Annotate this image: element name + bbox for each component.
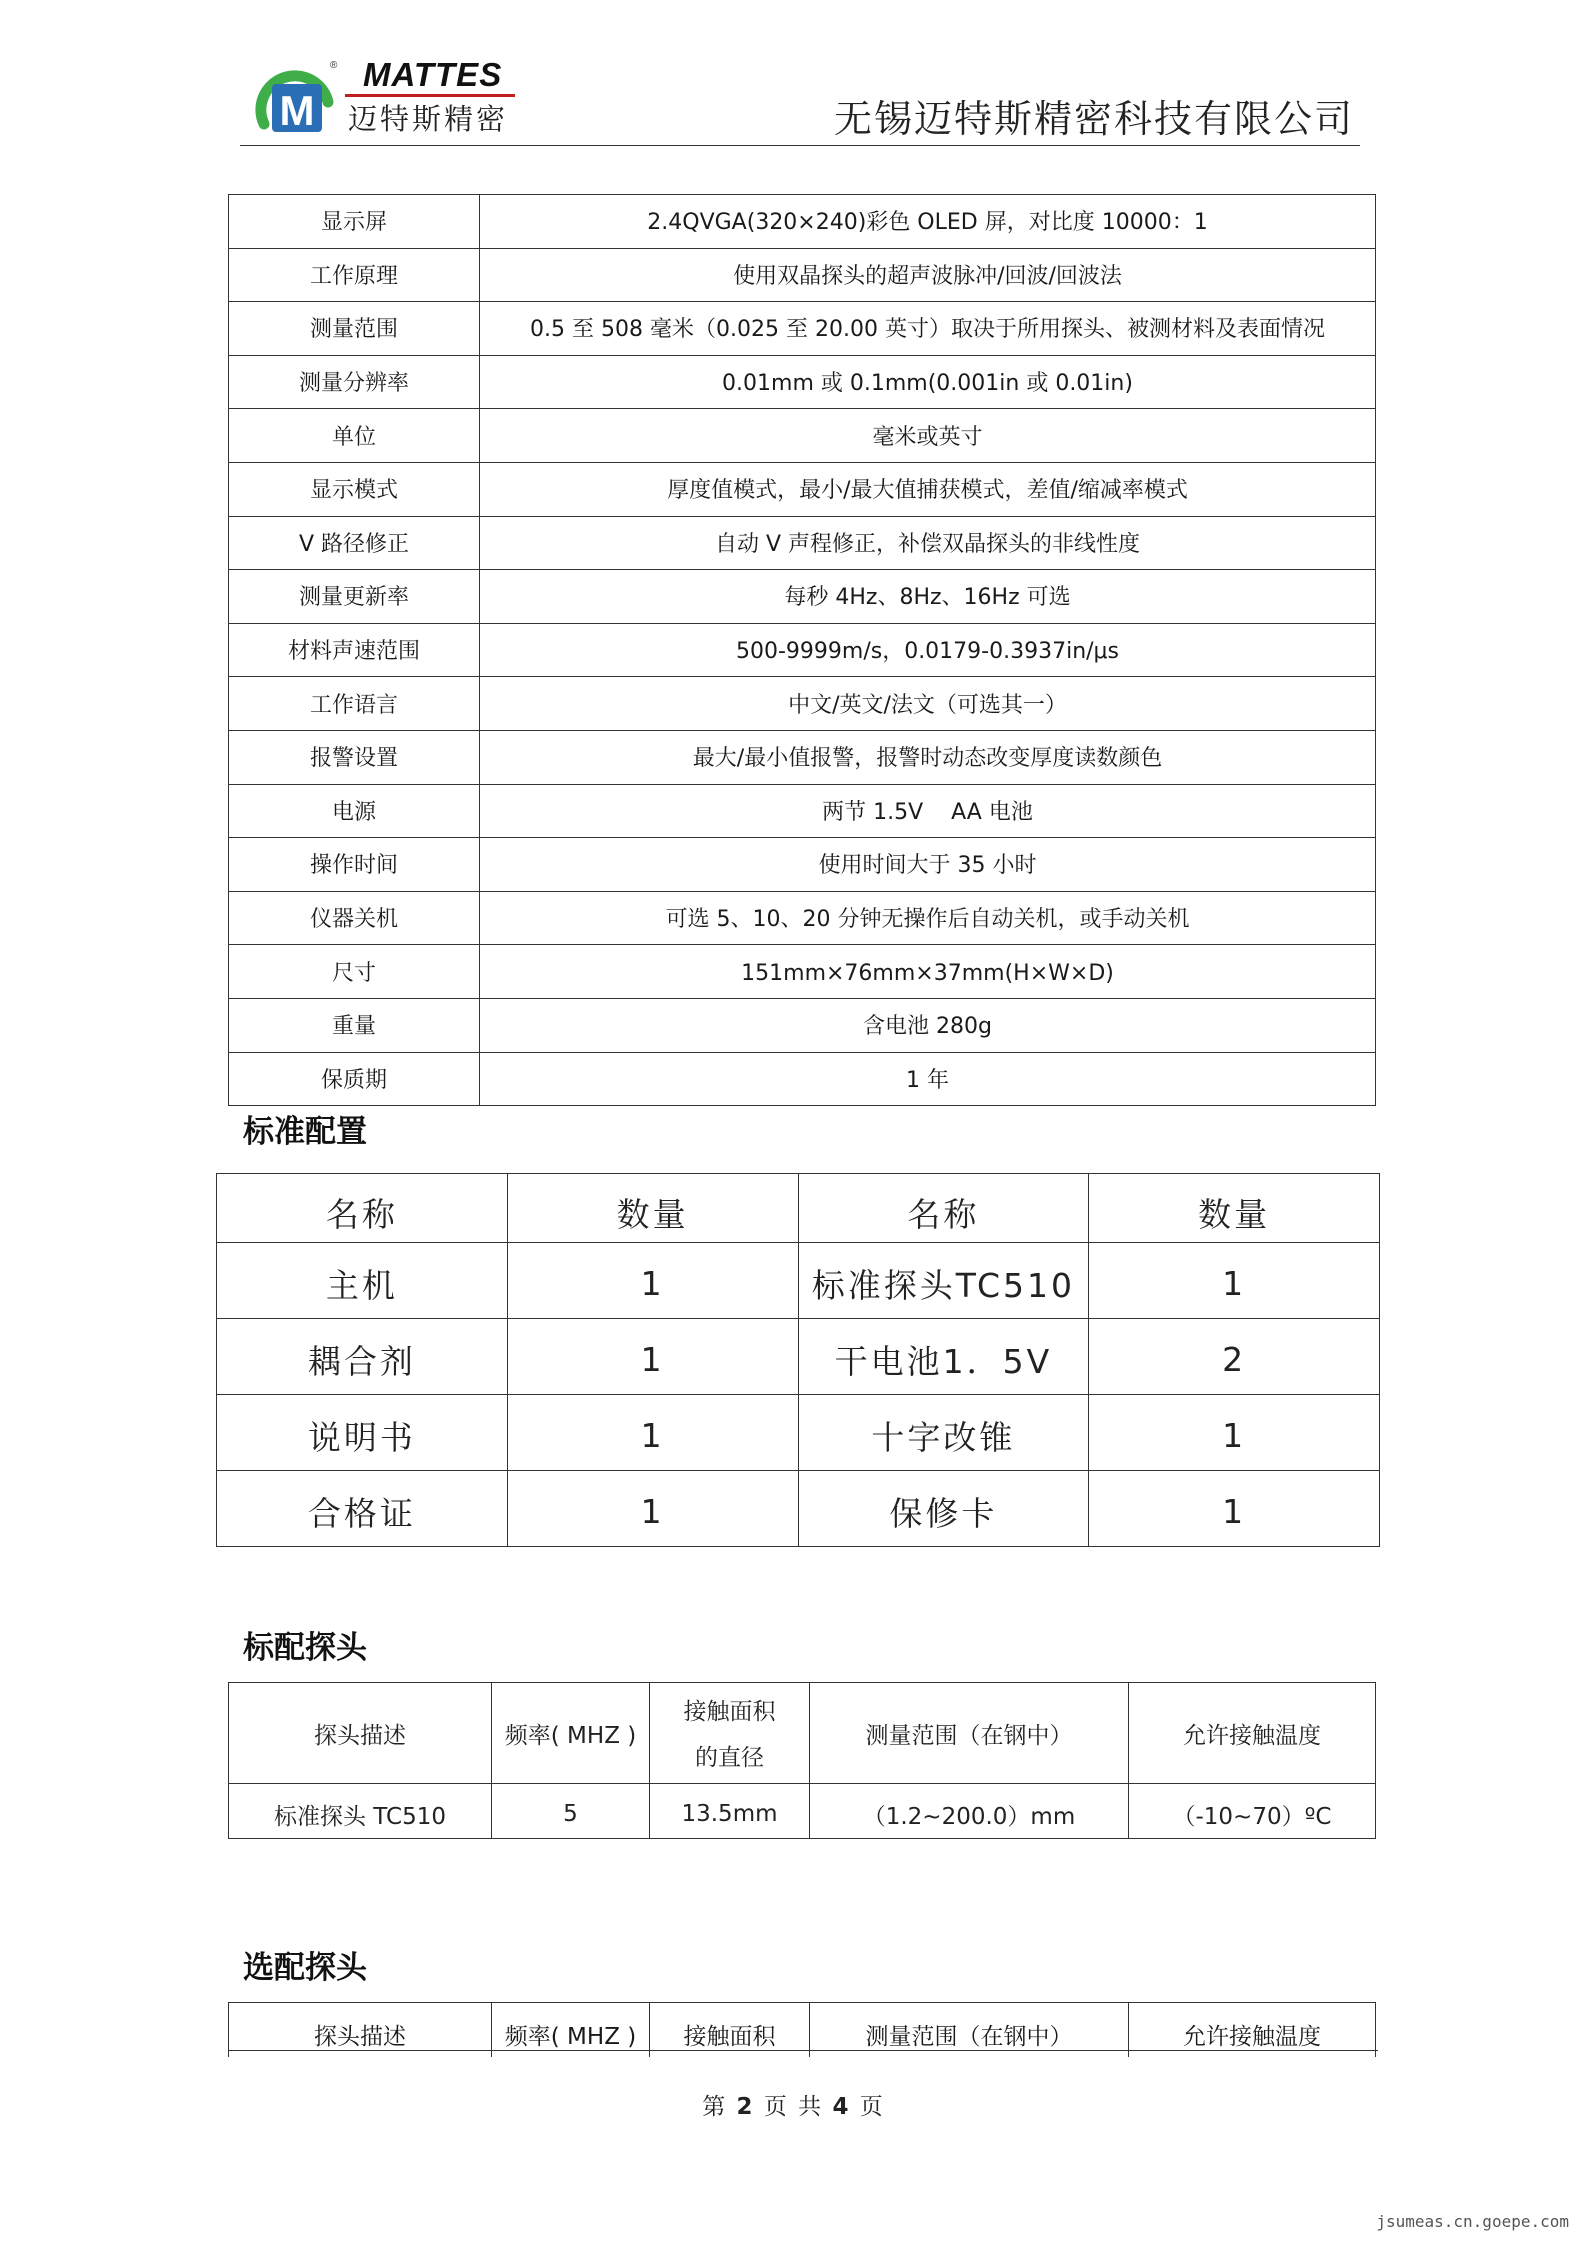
table-header-row xyxy=(229,2003,1376,2058)
table-row xyxy=(229,1784,1376,1839)
spec-value: 毫米或英寸 xyxy=(480,409,1376,463)
total-page-count: 4 xyxy=(832,2094,851,2120)
spec-value: 厚度值模式，最小/最大值捕获模式，差值/缩减率模式 xyxy=(480,462,1376,516)
spec-value: 2.4QVGA(320×240)彩色 OLED 屏，对比度 10000：1 xyxy=(480,195,1376,249)
svg-text:M: M xyxy=(279,87,315,134)
page-header xyxy=(240,50,1360,146)
footer-mid: 页 共 xyxy=(763,2094,824,2120)
table-cell: 十字改锥 xyxy=(798,1395,1089,1471)
spec-label: 仪器关机 xyxy=(229,891,480,945)
spec-label: V 路径修正 xyxy=(229,516,480,570)
table-cell: 干电池1．5V xyxy=(798,1319,1089,1395)
table-cell: 1 xyxy=(507,1243,798,1319)
column-header: 接触面积 xyxy=(650,2003,810,2058)
table-header-row xyxy=(229,1683,1376,1784)
table-cell: （1.2~200.0）mm xyxy=(810,1784,1129,1839)
optional-probe-table xyxy=(228,2002,1376,2057)
table-row xyxy=(229,784,1376,838)
spec-label: 显示屏 xyxy=(229,195,480,249)
table-cell: 1 xyxy=(507,1395,798,1471)
table-cell: 2 xyxy=(1089,1319,1380,1395)
column-header: 频率( MHZ ) xyxy=(492,1683,650,1784)
spec-label: 测量分辨率 xyxy=(229,355,480,409)
column-header-line: 的直径 xyxy=(695,1745,764,1771)
table-cell: 耦合剂 xyxy=(217,1319,508,1395)
table-row xyxy=(229,677,1376,731)
watermark: jsumeas.cn.goepe.com xyxy=(1376,2212,1569,2231)
spec-label: 操作时间 xyxy=(229,838,480,892)
spec-label: 工作语言 xyxy=(229,677,480,731)
table-row xyxy=(229,623,1376,677)
spec-label: 电源 xyxy=(229,784,480,838)
mattes-logo-icon xyxy=(250,54,340,138)
column-header: 允许接触温度 xyxy=(1129,1683,1376,1784)
page-footer xyxy=(0,2088,1587,2121)
spec-label: 保质期 xyxy=(229,1052,480,1106)
table-row xyxy=(217,1395,1380,1471)
column-header: 名称 xyxy=(217,1174,508,1243)
table-row xyxy=(229,355,1376,409)
company-name: 无锡迈特斯精密科技有限公司 xyxy=(833,97,1354,141)
standard-config-table xyxy=(216,1173,1380,1547)
column-header xyxy=(650,1683,810,1784)
table-row xyxy=(217,1243,1380,1319)
spec-value: 使用双晶探头的超声波脉冲/回波/回波法 xyxy=(480,248,1376,302)
table-row xyxy=(229,891,1376,945)
column-header: 频率( MHZ ) xyxy=(492,2003,650,2058)
spec-value: 500-9999m/s，0.0179-0.3937in/μs xyxy=(480,623,1376,677)
standard-probe-table xyxy=(228,1682,1376,1839)
spec-label: 显示模式 xyxy=(229,462,480,516)
column-header: 数量 xyxy=(507,1174,798,1243)
table-row xyxy=(229,1052,1376,1106)
standard-probe-title: 标配探头 xyxy=(243,1630,367,1666)
spec-value: 两节 1.5V AA 电池 xyxy=(480,784,1376,838)
table-header-row xyxy=(217,1174,1380,1243)
spec-value: 1 年 xyxy=(480,1052,1376,1106)
table-row xyxy=(229,462,1376,516)
spec-label: 测量更新率 xyxy=(229,570,480,624)
footer-suffix: 页 xyxy=(859,2094,885,2120)
table-row xyxy=(229,248,1376,302)
column-header: 数量 xyxy=(1089,1174,1380,1243)
standard-config-title: 标准配置 xyxy=(243,1114,367,1150)
column-header-line: 接触面积 xyxy=(683,1699,776,1725)
column-header: 测量范围（在钢中） xyxy=(810,1683,1129,1784)
table-row xyxy=(229,998,1376,1052)
spec-value: 每秒 4Hz、8Hz、16Hz 可选 xyxy=(480,570,1376,624)
spec-value: 含电池 280g xyxy=(480,998,1376,1052)
column-header: 名称 xyxy=(798,1174,1089,1243)
column-header: 测量范围（在钢中） xyxy=(810,2003,1129,2058)
spec-label: 单位 xyxy=(229,409,480,463)
spec-value: 使用时间大于 35 小时 xyxy=(480,838,1376,892)
table-row xyxy=(229,730,1376,784)
spec-label: 工作原理 xyxy=(229,248,480,302)
table-cell: 5 xyxy=(492,1784,650,1839)
spec-label: 材料声速范围 xyxy=(229,623,480,677)
column-header: 允许接触温度 xyxy=(1129,2003,1376,2058)
brand-name-cn: 迈特斯精密 xyxy=(348,102,509,136)
table-row xyxy=(229,409,1376,463)
optional-probe-title: 选配探头 xyxy=(243,1950,367,1986)
table-row xyxy=(229,195,1376,249)
spec-value: 可选 5、10、20 分钟无操作后自动关机，或手动关机 xyxy=(480,891,1376,945)
column-header: 探头描述 xyxy=(229,1683,492,1784)
table-cell: 1 xyxy=(1089,1471,1380,1547)
table-cell: 1 xyxy=(507,1319,798,1395)
spec-label: 测量范围 xyxy=(229,302,480,356)
svg-text:®: ® xyxy=(330,60,338,71)
table-cell: （-10~70）ºC xyxy=(1129,1784,1376,1839)
spec-table xyxy=(228,194,1376,1106)
table-cell: 1 xyxy=(1089,1395,1380,1471)
spec-label: 重量 xyxy=(229,998,480,1052)
spec-value: 最大/最小值报警，报警时动态改变厚度读数颜色 xyxy=(480,730,1376,784)
footer-prefix: 第 xyxy=(702,2094,728,2120)
spec-label: 报警设置 xyxy=(229,730,480,784)
spec-value: 151mm×76mm×37mm(H×W×D) xyxy=(480,945,1376,999)
table-cell: 1 xyxy=(507,1471,798,1547)
table-row xyxy=(229,302,1376,356)
table-row xyxy=(229,570,1376,624)
spec-value: 中文/英文/法文（可选其一） xyxy=(480,677,1376,731)
table-cell: 13.5mm xyxy=(650,1784,810,1839)
column-header: 探头描述 xyxy=(229,2003,492,2058)
spec-label: 尺寸 xyxy=(229,945,480,999)
table-row xyxy=(229,516,1376,570)
spec-value: 自动 V 声程修正，补偿双晶探头的非线性度 xyxy=(480,516,1376,570)
table-bottom-border xyxy=(228,2050,1378,2051)
spec-value: 0.5 至 508 毫米（0.025 至 20.00 英寸）取决于所用探头、被测材料及表面情况 xyxy=(480,302,1376,356)
table-row xyxy=(229,838,1376,892)
table-row xyxy=(229,945,1376,999)
current-page-number: 2 xyxy=(736,2094,755,2120)
brand-name-en: MATTES xyxy=(363,56,503,93)
table-row xyxy=(217,1471,1380,1547)
table-cell: 1 xyxy=(1089,1243,1380,1319)
table-cell: 说明书 xyxy=(217,1395,508,1471)
table-cell: 标准探头TC510 xyxy=(798,1243,1089,1319)
table-cell: 合格证 xyxy=(217,1471,508,1547)
spec-value: 0.01mm 或 0.1mm(0.001in 或 0.01in) xyxy=(480,355,1376,409)
table-cell: 保修卡 xyxy=(798,1471,1089,1547)
table-cell: 主机 xyxy=(217,1243,508,1319)
table-row xyxy=(217,1319,1380,1395)
table-cell: 标准探头 TC510 xyxy=(229,1784,492,1839)
